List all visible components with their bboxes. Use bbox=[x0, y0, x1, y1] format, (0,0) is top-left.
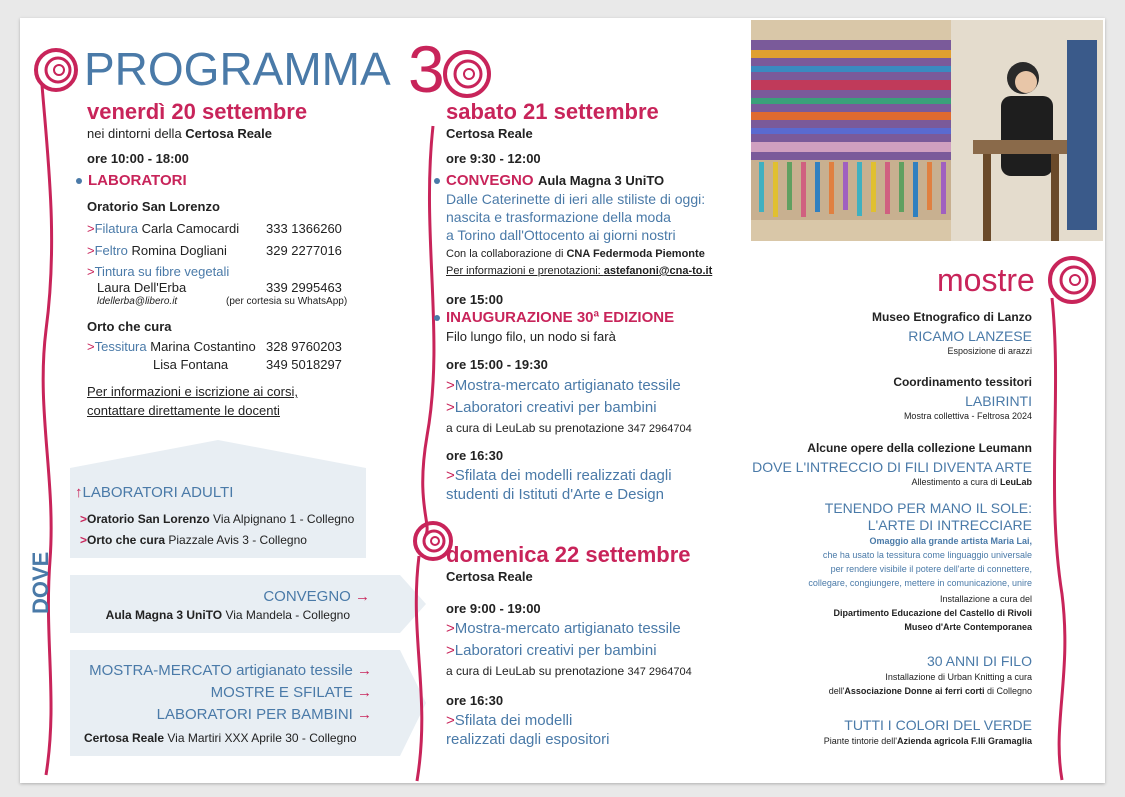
loc1-name: Oratorio San Lorenzo bbox=[87, 512, 210, 526]
convegno-line-1: Dalle Caterinette di ieri alle stiliste di oggi: bbox=[446, 191, 706, 207]
friday-place bbox=[87, 126, 272, 141]
booking-email[interactable]: astefanoni@cna-to.it bbox=[603, 265, 713, 277]
tintura-label: Tintura su fibre vegetali bbox=[94, 264, 230, 279]
collab-prefix: Con la collaborazione di bbox=[446, 248, 567, 260]
m4-title-1: TENENDO PER MANO IL SOLE: bbox=[824, 500, 1032, 516]
sat-lab-creativi bbox=[446, 399, 657, 416]
tintura-teacher: Laura Dell'Erba bbox=[97, 280, 187, 295]
arrow-icon: > bbox=[80, 512, 88, 526]
dove-certosa bbox=[84, 731, 357, 745]
dove-lab-bambini bbox=[60, 706, 372, 723]
logo-30: 3 bbox=[408, 32, 445, 106]
inaugurazione-subtitle: Filo lungo filo, un nodo si farà bbox=[446, 329, 616, 344]
convegno-line-2: nascita e trasformazione della moda bbox=[446, 209, 671, 225]
sat-mercato bbox=[446, 377, 681, 394]
leulab-text: a cura di LeuLab su prenotazione bbox=[446, 421, 625, 435]
m5-title: 30 ANNI DI FILO bbox=[926, 653, 1032, 669]
tessitura-teacher-1: Marina Costantino bbox=[150, 339, 256, 354]
sat-time-4: ore 16:30 bbox=[446, 448, 504, 463]
bullet-icon bbox=[434, 315, 440, 321]
cr-name: Certosa Reale bbox=[84, 731, 165, 745]
sun-lab-creativi bbox=[446, 642, 657, 659]
m1-subtitle: Esposizione di arazzi bbox=[947, 346, 1032, 356]
sun-time-1: ore 9:00 - 19:00 bbox=[446, 601, 541, 616]
swirl-decoration-right bbox=[1032, 254, 1104, 783]
tintura-row bbox=[87, 264, 229, 279]
collab-name: CNA Federmoda Piemonte bbox=[566, 248, 705, 260]
arrow-icon: > bbox=[80, 533, 88, 547]
tessitura-label: Tessitura bbox=[94, 339, 147, 354]
tessitura-phone-1[interactable]: 328 9760203 bbox=[266, 339, 342, 354]
sun-time-2: ore 16:30 bbox=[446, 693, 504, 708]
m3-title: DOVE L'INTRECCIO DI FILI DIVENTA ARTE bbox=[752, 459, 1032, 475]
tintura-note: (per cortesia su WhatsApp) bbox=[226, 296, 348, 307]
m2-subtitle: Mostra collettiva - Feltrosa 2024 bbox=[903, 411, 1032, 421]
mm-label: MOSTRA-MERCATO artigianato tessile bbox=[89, 662, 353, 679]
convegno-line-3: a Torino dall'Ottocento ai giorni nostri bbox=[446, 227, 676, 243]
up-arrow-icon: ↑ bbox=[75, 484, 83, 501]
sat-leulab bbox=[446, 421, 692, 435]
dove-loc-2 bbox=[80, 533, 307, 547]
m4-line-1: Omaggio alla grande artista Maria Lai, bbox=[869, 536, 1032, 546]
m2-title: LABIRINTI bbox=[965, 393, 1032, 409]
oratorio-label: Oratorio San Lorenzo bbox=[87, 199, 220, 214]
bullet-icon bbox=[76, 178, 82, 184]
m6-line-1-name: Azienda agricola F.lli Gramaglia bbox=[896, 736, 1032, 746]
m6-title: TUTTI I COLORI DEL VERDE bbox=[844, 717, 1032, 733]
m3-subtitle bbox=[732, 477, 1032, 487]
dove-conv-loc bbox=[70, 608, 350, 622]
friday-place-prefix: nei dintorni della bbox=[87, 126, 186, 141]
dove-label: DOVE bbox=[28, 551, 53, 614]
brochure-sheet bbox=[20, 18, 1105, 783]
tessitura-phone-2[interactable]: 349 5018297 bbox=[266, 357, 342, 372]
sfilata-line-1: Sfilata dei modelli realizzati dagli bbox=[454, 467, 672, 484]
inaugurazione-heading bbox=[434, 309, 674, 327]
convegno-label: CONVEGNO bbox=[263, 588, 351, 605]
dove-loc-1 bbox=[80, 512, 354, 526]
arrow-icon: > bbox=[446, 620, 455, 637]
sat-sfilata-2: studenti di Istituti d'Arte e Design bbox=[446, 486, 664, 503]
collaboration-line bbox=[446, 248, 705, 260]
inaugurazione-title: INAUGURAZIONE 30ª EDIZIONE bbox=[446, 309, 675, 326]
conv-loc-name: Aula Magna 3 UniTO bbox=[105, 608, 223, 622]
right-arrow-icon: → bbox=[357, 662, 372, 679]
m4-line-7: Museo d'Arte Contemporanea bbox=[904, 622, 1032, 632]
loc2-name: Orto che cura bbox=[87, 533, 166, 547]
bullet-icon bbox=[434, 178, 440, 184]
friday-section-laboratori bbox=[76, 172, 187, 189]
arrow-icon: > bbox=[87, 221, 95, 236]
sat-time-3: ore 15:00 - 19:30 bbox=[446, 357, 548, 372]
booking-info bbox=[446, 265, 712, 277]
sat-time-1: ore 9:30 - 12:00 bbox=[446, 151, 541, 166]
friday-place-name: Certosa Reale bbox=[185, 126, 273, 141]
sun-sfilata-2: realizzati dagli espositori bbox=[446, 731, 610, 748]
dove-mostra-mercato bbox=[60, 662, 372, 679]
m2-location: Coordinamento tessitori bbox=[893, 375, 1032, 389]
m1-location: Museo Etnografico di Lanzo bbox=[871, 310, 1032, 324]
feltro-phone[interactable]: 329 2277016 bbox=[266, 243, 342, 258]
sat-sfilata-1 bbox=[446, 467, 672, 484]
convegno-heading bbox=[434, 172, 664, 190]
info-line-1: Per informazioni e iscrizione ai corsi, bbox=[87, 384, 298, 399]
right-arrow-icon: → bbox=[357, 684, 372, 701]
arrow-icon: > bbox=[87, 339, 95, 354]
orto-label: Orto che cura bbox=[87, 319, 172, 334]
ms-label: MOSTRE E SFILATE bbox=[210, 684, 353, 701]
filatura-teacher: Carla Camocardi bbox=[141, 221, 240, 236]
lab-creativi-label-2: Laboratori creativi per bambini bbox=[454, 642, 657, 659]
m4-line-4: collegare, congiungere, mettere in comunicazione, unire bbox=[808, 578, 1032, 588]
lab-creativi-label: Laboratori creativi per bambini bbox=[454, 399, 657, 416]
day-friday: venerdì 20 settembre bbox=[87, 99, 308, 124]
day-saturday: sabato 21 settembre bbox=[446, 99, 659, 124]
tessitura-teacher-2: Lisa Fontana bbox=[153, 357, 229, 372]
weaving-photo-image bbox=[751, 20, 1103, 241]
sun-mercato bbox=[446, 620, 681, 637]
sat-time-2: ore 15:00 bbox=[446, 292, 504, 307]
laboratori-label: LABORATORI bbox=[88, 172, 187, 189]
arrow-icon: > bbox=[446, 467, 455, 484]
tintura-phone[interactable]: 339 2995463 bbox=[266, 280, 342, 295]
lb-label: LABORATORI PER BAMBINI bbox=[156, 706, 353, 723]
loc1-address: Via Alpignano 1 - Collegno bbox=[213, 512, 355, 526]
sun-sfilata-1 bbox=[446, 712, 572, 729]
info-line-2: contattare direttamente le docenti bbox=[87, 403, 280, 418]
lab-adulti-label: LABORATORI ADULTI bbox=[82, 484, 234, 501]
tintura-email[interactable]: ldellerba@libero.it bbox=[97, 296, 178, 307]
mostre-title: mostre bbox=[937, 262, 1035, 298]
right-arrow-icon: → bbox=[355, 588, 370, 605]
weaving-photo bbox=[751, 20, 1103, 241]
arrow-icon: > bbox=[446, 377, 455, 394]
right-arrow-icon: → bbox=[357, 706, 372, 723]
m4-line-5: Installazione a cura del bbox=[939, 594, 1032, 604]
dove-mostre-sfilate bbox=[60, 684, 372, 701]
m5-line-2-prefix: dell' bbox=[828, 686, 845, 696]
arrow-icon: > bbox=[446, 399, 455, 416]
feltro-label: Feltro bbox=[94, 243, 128, 258]
sunday-place: Certosa Reale bbox=[446, 569, 533, 584]
saturday-place: Certosa Reale bbox=[446, 126, 533, 141]
filatura-label: Filatura bbox=[94, 221, 138, 236]
dove-convegno bbox=[170, 588, 370, 605]
feltro-row bbox=[87, 243, 227, 258]
m6-line-1-prefix: Piante tintorie dell' bbox=[823, 736, 897, 746]
m5-line-2-name: Associazione Donne ai ferri corti bbox=[844, 686, 985, 696]
arrow-icon: > bbox=[446, 642, 455, 659]
loc2-address: Piazzale Avis 3 - Collegno bbox=[168, 533, 307, 547]
mercato-label-2: Mostra-mercato artigianato tessile bbox=[454, 620, 681, 637]
convegno-place: Aula Magna 3 UniTO bbox=[537, 173, 665, 188]
leulab-text-2: a cura di LeuLab su prenotazione bbox=[446, 664, 625, 678]
conv-loc-address: Via Mandela - Collegno bbox=[225, 608, 350, 622]
leulab-phone[interactable]: 347 2964704 bbox=[627, 423, 692, 435]
arrow-icon: > bbox=[87, 243, 95, 258]
m4-line-6: Dipartimento Educazione del Castello di Rivoli bbox=[833, 608, 1032, 618]
filatura-phone[interactable]: 333 1366260 bbox=[266, 221, 342, 236]
sun-leulab bbox=[446, 664, 692, 678]
friday-time: ore 10:00 - 18:00 bbox=[87, 151, 189, 166]
day-sunday: domenica 22 settembre bbox=[446, 542, 691, 567]
m1-title: RICAMO LANZESE bbox=[908, 328, 1032, 344]
filatura-row bbox=[87, 221, 239, 236]
m4-line-2: che ha usato la tessitura come linguaggio universale bbox=[822, 550, 1032, 560]
arrow-icon: > bbox=[87, 264, 95, 279]
cr-address: Via Martiri XXX Aprile 30 - Collegno bbox=[167, 731, 357, 745]
m5-line-2-suffix: di Collegno bbox=[984, 686, 1032, 696]
m5-line-2 bbox=[732, 686, 1032, 696]
booking-prefix: Per informazioni e prenotazioni: bbox=[446, 265, 604, 277]
leulab-phone-2[interactable]: 347 2964704 bbox=[627, 666, 692, 678]
tessitura-row bbox=[87, 339, 256, 354]
program-title: PROGRAMMA bbox=[84, 43, 391, 95]
lab-adulti-heading bbox=[75, 484, 233, 501]
feltro-teacher: Romina Dogliani bbox=[131, 243, 227, 258]
sfilata-line-3: Sfilata dei modelli bbox=[454, 712, 573, 729]
m4-title-2: L'ARTE DI INTRECCIARE bbox=[867, 517, 1032, 533]
mercato-label: Mostra-mercato artigianato tessile bbox=[454, 377, 681, 394]
m5-line-1: Installazione di Urban Knitting a cura bbox=[885, 672, 1032, 682]
convegno-title: CONVEGNO bbox=[446, 172, 534, 189]
m6-line-1 bbox=[732, 736, 1032, 746]
m4-line-3: per rendere visibile il potere dell'arte di connettere, bbox=[830, 564, 1032, 574]
m3-location: Alcune opere della collezione Leumann bbox=[807, 441, 1032, 455]
m3-subtitle-prefix: Allestimento a cura di bbox=[911, 477, 1000, 487]
arrow-icon: > bbox=[446, 712, 455, 729]
m3-subtitle-name: LeuLab bbox=[999, 477, 1032, 487]
